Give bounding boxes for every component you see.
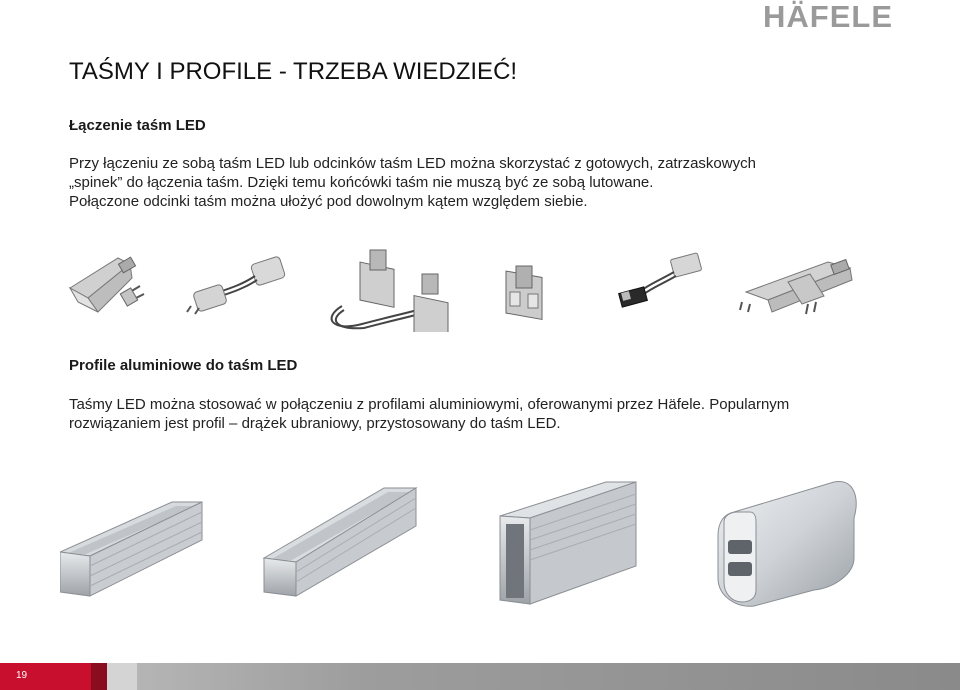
logo-text: HÄFELE [763, 0, 893, 32]
angled-profile-image [262, 486, 418, 598]
text-line: rozwiązaniem jest profil – drążek ubraniowy, przystosowany do taśm LED. [69, 415, 561, 432]
plug-connector-image [614, 252, 706, 316]
footer-light-block [107, 663, 137, 690]
text-line: „spinek” do łączenia taśm. Dzięki temu końcówki taśm nie muszą być ze sobą lutowane. [69, 174, 654, 191]
flat-profile-image [60, 500, 204, 598]
deep-profile-image [498, 480, 638, 606]
corner-connector-image [68, 250, 150, 318]
footer-dark-red-block [91, 663, 107, 690]
section-heading-aluminium-profiles: Profile aluminiowe do taśm LED [69, 357, 298, 374]
page-title: TAŚMY I PROFILE - TRZEBA WIEDZIEĆ! [69, 58, 518, 85]
clip-pair-connector-image [322, 248, 462, 332]
footer-gray-bar [107, 663, 960, 690]
single-clip-connector-image [500, 262, 556, 320]
wardrobe-rail-profile-image [714, 478, 860, 608]
wire-connector-image [183, 252, 293, 318]
t-connector-image [738, 252, 858, 318]
page-number: 19 [16, 670, 28, 681]
footer-red-block [0, 663, 91, 690]
text-line: Taśmy LED można stosować w połączeniu z profilami aluminiowymi, oferowanymi przez Häfele. Popularnym [69, 396, 790, 413]
section-text-aluminium-profiles [69, 395, 859, 433]
hafele-logo [742, 0, 914, 32]
section-heading-led-joining: Łączenie taśm LED [69, 117, 206, 134]
text-line: Przy łączeniu ze sobą taśm LED lub odcinków taśm LED można skorzystać z gotowych, zatrzaskowych [69, 155, 756, 172]
text-line: Połączone odcinki taśm można ułożyć pod dowolnym kątem względem siebie. [69, 193, 588, 210]
section-text-led-joining [69, 154, 859, 211]
